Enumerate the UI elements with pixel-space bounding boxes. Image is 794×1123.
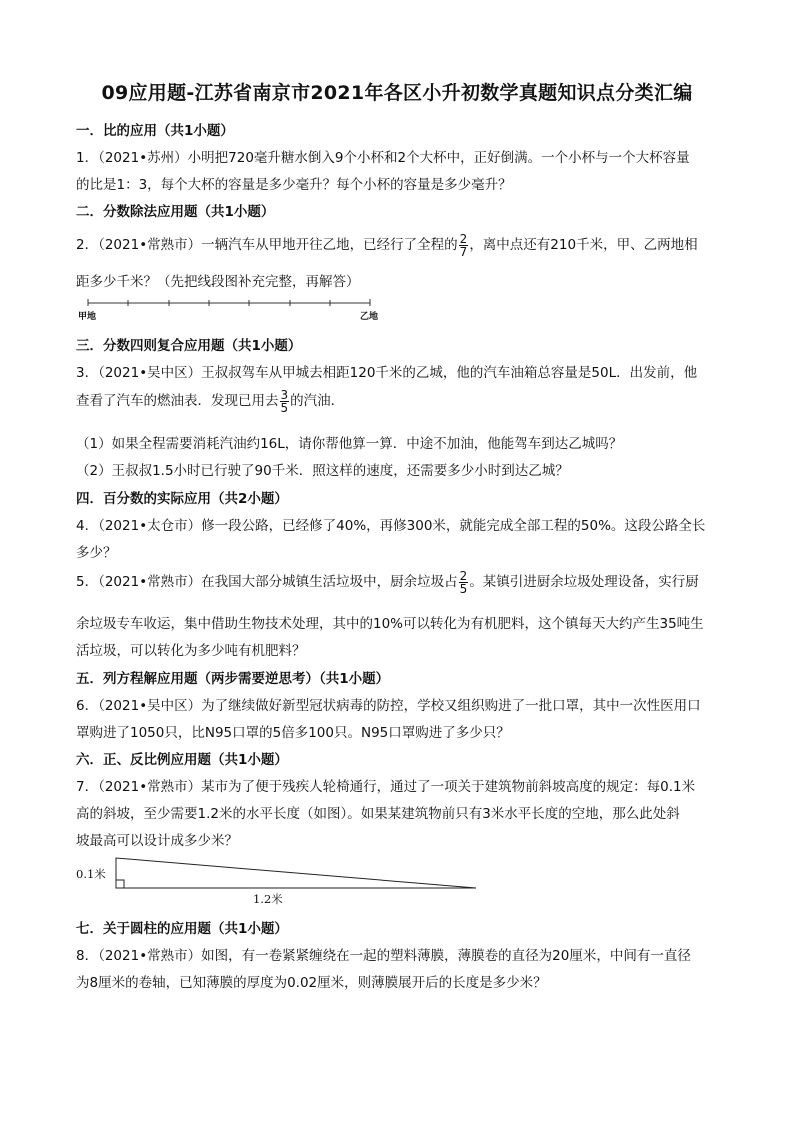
q3-fraction-denominator: 5 [280, 400, 289, 415]
q5-fraction-numerator: 2 [459, 568, 468, 583]
q7-line-3: 坡最高可以设计成多少米？ [76, 833, 238, 849]
section-heading-3: 三．分数四则复合应用题（共1小题） [76, 338, 302, 354]
section-heading-6: 六．正、反比例应用题（共1小题） [76, 752, 288, 768]
q1-line-2: 的比是1：3，每个大杯的容量是多少毫升？每个小杯的容量是多少毫升？ [76, 177, 512, 193]
slope-triangle [116, 858, 476, 888]
q7-label-height: 0.1米 [76, 867, 106, 881]
section-heading-2: 二．分数除法应用题（共1小题） [76, 204, 275, 220]
q8-line-1: 8．（2021•常熟市）如图，有一卷紧紧缠绕在一起的塑料薄膜，薄膜卷的直径为20厘米，中间有一直径 [76, 948, 691, 964]
q2-fraction-numerator: 2 [459, 231, 468, 246]
q5-line-1 [76, 565, 722, 599]
q5-fraction-denominator: 5 [459, 581, 468, 596]
q3-fraction-numerator: 3 [280, 387, 289, 402]
q7-line-2: 高的斜坡，至少需要1.2米的水平长度（如图）。如果某建筑物前只有3米水平长度的空地，那么此处斜 [76, 806, 680, 822]
q2-segment-diagram [80, 296, 380, 310]
q2-fraction-denominator: 7 [459, 244, 468, 259]
q2-text-pre: 2．（2021•常熟市）一辆汽车从甲地开往乙地，已经行了全程的 [76, 237, 458, 253]
q5-line-3: 活垃圾，可以转化为多少吨有机肥料？ [76, 643, 306, 659]
q2-label-end: 乙地 [360, 312, 379, 322]
q8-line-2: 为8厘米的卷轴，已知薄膜的厚度为0.02厘米，则薄膜展开后的长度是多少米？ [76, 975, 547, 991]
q4-line-2: 多少？ [76, 545, 117, 561]
q3-text-post: 的汽油． [290, 393, 345, 409]
q7-line-1: 7．（2021•常熟市）某市为了便于残疾人轮椅通行，通过了一项关于建筑物前斜坡高度的规定：每0.1米 [76, 779, 696, 795]
q5-text-post: 。某镇引进厨余垃圾处理设备，实行厨 [469, 574, 699, 590]
q2-line-2: 距多少千米？（先把线段图补充完整，再解答） [76, 274, 360, 290]
q7-slope-diagram [110, 854, 482, 890]
q6-line-1: 6．（2021•吴中区）为了继续做好新型冠状病毒的防控，学校又组织购进了一批口罩，其中一次性医用口 [76, 698, 701, 714]
section-heading-5: 五．列方程解应用题（两步需要逆思考）（共1小题） [76, 671, 390, 687]
section-heading-7: 七．关于圆柱的应用题（共1小题） [76, 921, 288, 937]
q3-sub-2: （2）王叔叔1.5小时已行驶了90千米．照这样的速度，还需要多少小时到达乙城？ [76, 463, 569, 479]
q3-line-2 [76, 384, 722, 418]
document-title: 09应用题-江苏省南京市2021年各区小升初数学真题知识点分类汇编 [101, 82, 693, 104]
q5-text-pre: 5．（2021•常熟市）在我国大部分城镇生活垃圾中，厨余垃圾占 [76, 574, 458, 590]
q2-label-start: 甲地 [78, 312, 97, 322]
q3-fraction [280, 389, 290, 414]
section-heading-4: 四．百分数的实际应用（共2小题） [76, 491, 288, 507]
q2-line-1 [76, 228, 722, 262]
q5-line-2: 余垃圾专车收运，集中借助生物技术处理，其中的10%可以转化为有机肥料，这个镇每天大约产生35吨生 [76, 616, 704, 632]
q3-text-pre: 查看了汽车的燃油表．发现已用去 [76, 393, 279, 409]
section-heading-1: 一．比的应用（共1小题） [76, 123, 234, 139]
q2-text-post: ，离中点还有210千米，甲、乙两地相 [469, 237, 698, 253]
q1-line-1: 1．（2021•苏州）小明把720毫升糖水倒入9个小杯和2个大杯中，正好倒满。一个小杯与一个大杯容量 [76, 150, 690, 166]
q3-line-1: 3．（2021•吴中区）王叔叔驾车从甲城去相距120千米的乙城，他的汽车油箱总容量是50L．出发前，他 [76, 365, 698, 381]
q2-fraction [459, 233, 469, 258]
q3-sub-1: （1）如果全程需要消耗汽油约16L，请你帮他算一算．中途不加油，他能驾车到达乙城吗？ [76, 436, 623, 452]
q4-line-1: 4．（2021•太仓市）修一段公路，已经修了40%，再修300米，就能完成全部工程的50%。这段公路全长 [76, 518, 706, 534]
q6-line-2: 罩购进了1050只，比N95口罩的5倍多100只。N95口罩购进了多少只？ [76, 725, 510, 741]
right-angle-marker [116, 880, 124, 888]
q7-label-length: 1.2米 [253, 892, 283, 906]
q5-fraction [459, 570, 469, 595]
